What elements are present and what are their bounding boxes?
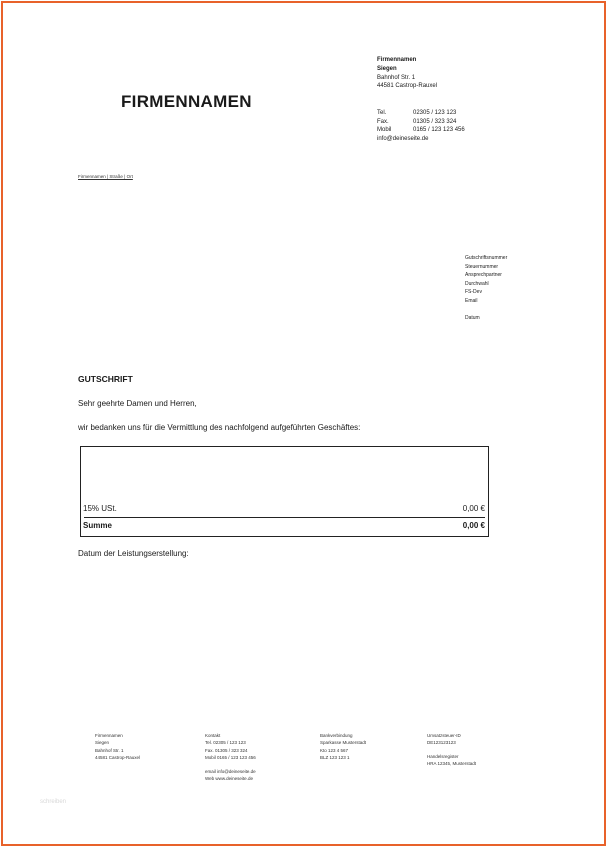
footer-company <box>95 732 140 762</box>
footer-line: Bankverbindung <box>320 733 353 738</box>
footer-line: Sparkasse Musterstadt <box>320 740 367 746</box>
footer-line: Umsatzsteuer-ID <box>427 733 461 738</box>
watermark: schreiben <box>40 799 67 805</box>
footer-bank <box>320 732 366 762</box>
contact-row <box>377 109 465 118</box>
sum-label: Summe <box>83 521 112 530</box>
footer-line: DE123123123 <box>427 740 456 746</box>
footer-line: Siegen <box>95 740 110 746</box>
sum-row <box>83 521 485 530</box>
table-divider <box>84 517 485 518</box>
meta-item: Gutschriftsnummer <box>465 255 508 261</box>
company-name: Firmennamen <box>377 57 417 63</box>
sum-value: 0,00 € <box>462 521 485 530</box>
footer-tax <box>427 732 476 768</box>
company-brand: FIRMENNAMEN <box>121 92 252 111</box>
footer-line: Kto 123 4 567 <box>320 747 349 753</box>
meta-item: Steuernummer <box>465 263 499 270</box>
service-date-label: Datum der Leistungserstellung: <box>78 549 189 558</box>
company-line2: Siegen <box>377 65 397 72</box>
meta-item: FS-Dev <box>465 289 482 296</box>
footer-line: Tel. 02305 / 123 123 <box>205 740 246 746</box>
contact-value: 0165 / 123 123 456 <box>413 127 465 134</box>
footer-line: Kontakt <box>205 733 221 738</box>
sender-line: Firmennamen | Straße | Ort <box>78 174 133 179</box>
meta-item: Datum <box>465 315 480 322</box>
contact-email: info@deineseite.de <box>377 135 429 142</box>
meta-item: Email <box>465 297 478 304</box>
vat-row <box>83 504 485 513</box>
footer-line: Handelsregister <box>427 753 459 759</box>
company-city: 44581 Castrop-Rauxel <box>377 83 438 90</box>
document-title: GUTSCHRIFT <box>78 374 133 384</box>
footer-line: Bahnhof Str. 1 <box>95 747 124 753</box>
footer-line: Fax. 01305 / 323 324 <box>205 747 248 753</box>
footer-contact <box>205 732 256 782</box>
footer-line: Web www.deineseite.de <box>205 776 253 782</box>
meta-item <box>465 306 507 315</box>
contact-value: 01305 / 323 324 <box>413 118 457 125</box>
footer-line: BLZ 123 123 1 <box>320 755 350 761</box>
meta-item: Ansprechpartner <box>465 272 502 279</box>
intro-text: wir bedanken uns für die Vermittlung des nachfolgend aufgeführten Geschäftes: <box>78 423 361 432</box>
contact-value: 02305 / 123 123 <box>413 110 457 116</box>
contact-row <box>377 118 465 127</box>
company-address <box>377 56 437 91</box>
company-contact <box>377 109 465 143</box>
contact-label: Mobil <box>377 127 392 134</box>
greeting: Sehr geehrte Damen und Herren, <box>78 399 197 408</box>
footer-line: HRA 12345, Musterstadt <box>427 761 477 767</box>
items-table <box>80 446 489 537</box>
vat-value: 0,00 € <box>462 504 485 513</box>
document-meta <box>465 254 507 323</box>
contact-label: Tel. <box>377 110 387 116</box>
footer-line: Firmennamen <box>95 733 123 738</box>
vat-label: 15% USt. <box>83 504 117 513</box>
footer-line: Mobil 0165 / 123 123 456 <box>205 755 256 761</box>
contact-label: Fax. <box>377 118 389 125</box>
contact-row <box>377 126 465 135</box>
footer-line: email info@deineseite.de <box>205 768 256 774</box>
meta-item: Durchwahl <box>465 280 489 287</box>
footer-line: 44581 Castrop-Rauxel <box>95 755 141 761</box>
company-street: Bahnhof Str. 1 <box>377 74 416 81</box>
